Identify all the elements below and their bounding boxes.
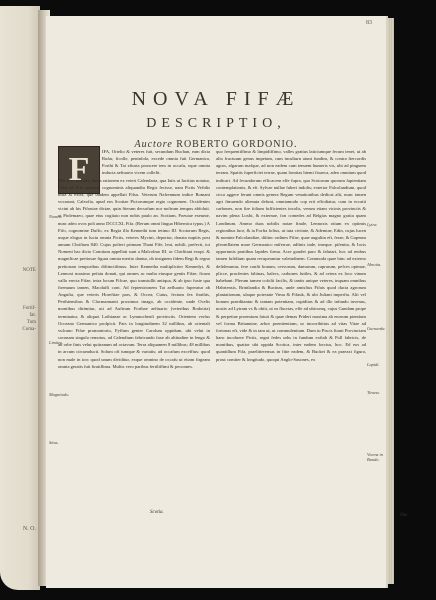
margin-note-right: Tirana. xyxy=(367,390,380,395)
left-page-fragment: Coma- xyxy=(22,327,36,332)
margin-note-left: Limites. xyxy=(49,340,64,345)
margin-note-left: Situs. xyxy=(49,440,59,445)
footer-signature: Scotia. xyxy=(150,510,164,515)
margin-note-right: Abrotia. xyxy=(367,262,382,267)
left-page-fragment: N. O. xyxy=(22,526,36,532)
column-right-body: quo frequentiffimo & limpidiffimo, valles grattus laticiumque fecum tenet, ut ab alio fructuum genus impetum, cum inculturn aiunt fundim, & contra ftercordis agros, algarum mafque, ad non eadem cum tenuem humeris vis, ubi ad pinguem terram. Spatiis fuperficiei terrae, quam fomitas hiemi fixaeca, adeo omnium quod indicari. Ad fecundorum efficacem effe fupra, qua Scotorum quorum fapientiam contemplationis, & eft. Sylvae nullae fuberi indolis; exterior Falcolandium, quod circa aggere ferunt omnis genera Regum venationibus dedicat alit, nunc tamen agri fimuendo alienata defunt, omniamodo cop erit effodiatur, cum in eccatii carbones, non fire folium fufficientes incolis, verum etiam vicinis provinciis & navim plena Loxbi, & externae, fon comedes ad Belgias magno gratia quam Londinum. Ammo duas nobilis notae finale, Lennoxis otium ex optimis regionibus luce, & ia Forfia fofius, ut tuta civitate, & Ademiae, Edin, cujus lucen & nomine Falcolandiae, diftinc ordines Fifae, quae augultin eft, ferae, & Gapeum pleoniflatem mare Germanico miferrae, adfinis inde, imeque. pifentia, & Iocis opportunis pontibus lapides firma. Acre goudet paro & falutari, hoc ad reubus tamen fufidium quam recuperantur valetudinem. Commoda quae hinc ad externo defiderantur, fere confit bonum, cervorum, damarum, caprarum, pefces opimae, plicce, pracfentes faltinas, halecs, carbones futiles, & ad cetera ex loco vinum habebant. Plerum tamen cofolit facilis, & tantis unique veteres, inquam omnibus Habriensis, Brintlandia & Bucinas, unde amisfius Fifais quod ducta agrorum plantationum, ulaque potestate Vima & Fifauk, & ubi Juliani imperfta. Alii vel bonum praeditantur & tantam potentiam, cupiditas & ad illo infundo iuvenus, nosiiv ad Lytram vs & obiit, ut ea flucrtas, effe ad ubicomq, cujus Gundam prope & perpetiae proemium fatuit & quae demas Prideri maxima ab enorum pientium vel forma Britanniae, arbor poenitentiam, ur incorribitius ad vitas Vitae ad fortonas eft, vide & in tam ut, ut commulentiam. Dum tu Piscis ftrant Provinciam hanc incoluere Pictis, regni fedes urbs in fundum exftab & Poll fabricis, de montibus, quattor ubi oppida Scotica, inter eadem forcius, hoc. Ed eos ad quantillum Fifa, praelitteremus in fitte eadem, & Buckei & ea praeaxi figura, prout comiter & longitudo, quoqui Anglo-Saxones, ex xyxy=(216,149,366,362)
left-page-fragment: fat. xyxy=(29,313,36,318)
text-column-right xyxy=(216,148,366,512)
title-line-2: DESCRIPTIO, xyxy=(146,116,286,131)
catchword: Ou- xyxy=(400,513,408,518)
author-prefix: Auctore xyxy=(134,139,173,150)
column-left-lead: IFA, Ortelio & veteres fuit, secundum Buchan, eam dicta Rufar, ficolle, peninfola, excede omnia fuit Germanica, Forthi & Tai zfturia proncere tem in occafu, oque omnia inducta aeftuario vicem collefit. xyxy=(102,149,210,176)
margin-note-right: Lytra. xyxy=(367,222,378,227)
left-page-fragment: Fortif- xyxy=(22,306,36,311)
author-name: ROBERTO GORDONIO. xyxy=(176,139,298,150)
page-number: 83 xyxy=(366,20,372,26)
left-page-fragment: Tum xyxy=(26,320,36,325)
text-column-left xyxy=(58,148,210,508)
margin-note-right: Gurnarda. xyxy=(367,326,386,331)
left-page-fragment: NOTE xyxy=(22,268,36,273)
left-page xyxy=(0,6,40,590)
margin-note-left: Magnitudo. xyxy=(49,392,70,397)
column-left-body: Alii vero nominis huius rationem ex veteri Calendaria, qua Iaiis ut Iacitius notatur, Fifus ab Fifo quodam cognominis aliquandiu Regis fecisse, nam Pictis Vefidis intra & extra, que tandem appellati Fifus. Veterum Nafrennum indice Romani vocarunt, Caleofia, apud eos Scotiae Pictorumque regio cognomen. Occidentes vicini ab his Fifoniae dictae, quin fiteram decurfum nor noftrum tempus abfoluit. ut Ptolemaeo, quae eius cogitato non nobis paulo an. Scotiam, Poeuiae exeunte, nunc adeo ovos polt anno DCCCXL Fifa. (Rerum omni lingua Hibernica typus.) A Fifo, cognomine Duffo, ex Regia illa Kennethi tum tetimo III. Scotorum Regis, usque elogus in luctu omnia Pictis, veteres Mycini, deportur, donata nuptiis post annum Chriftum 840. Cujus pofteri primum Thani Fife, leui, nobili, prefecti, tot Nomeni hac dicto Comitum appellati sunt a Malcolmo III. ac Chriftiani exopt. & magnificae pretiosae figura omnia merito dantur, ob insignem fidem Regi & regno pretiorum temporibus diftinctifimus. Inter Kennetha multipliciter Kennedyi, & Lennoxi maximo pefatu donati, qui omnes ac multa eiusque gentis Fifae, ficum vallo erecta Fifae, intra locum Fifcae, quo transtullit antiqua, & ab ipso fuste qua ftrenuum tamen, Macduffi cont. Ad feptentrionem Tai aefluario fuperatur ab Angufia, que veteris Horeftiae pars, & Occea; Cuius, fectum fex ftrathis, Perthiensibus & Clacmannanii proximus imago, ab occidente, unde Ocelis montibus dirimitur, uti ad Auftrum Forthae aeftuario (veteribus Bodotria) terminatur, & aliquot Lothianae ac Lymnuchenfi provinciis. Orientem verfus Occeano Germanico profpicit. Pars in longitudinem 32 millibus, ab orientali vulcano Fifae promontorio, Fyffum genter Carolum oppidum, ubi velut in coronam singulo remotus, ad Calendium fabricando faxe ab altitudine in lengo & ab orbe finis velut quitranum ad octavum. Terra aliquamen 8 millibus; 48 millibus in arcum circumducit. Solum oft tumque & variatis; ad occafum exceffius: quod non male in iorc quod unum dividitur, exque omnino de occafu ut etiam firgeam omnia geratis fuit ftratiflima. Multis vero paribus fertiliffimi & peconnes. xyxy=(58,177,210,369)
margin-note-right: Lapidi. xyxy=(367,362,380,367)
title-line-1: NOVA FIFÆ xyxy=(131,88,301,110)
initial-letter: F xyxy=(68,151,90,188)
margin-note-right: Vicenz in Bundo. xyxy=(367,452,383,462)
margin-note-left: Nomen. xyxy=(49,214,63,219)
page-edge xyxy=(386,18,394,584)
